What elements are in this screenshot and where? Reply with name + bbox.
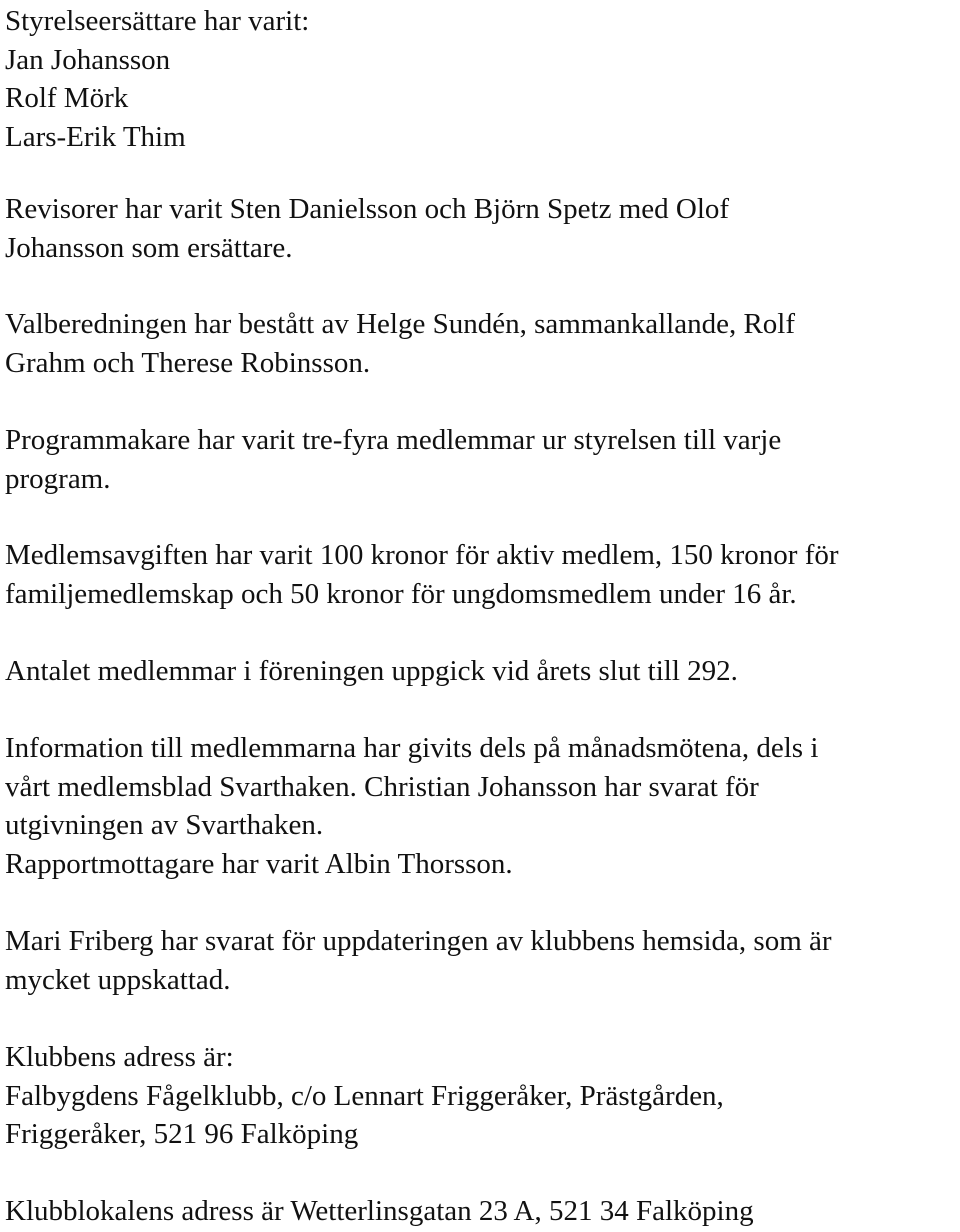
member-count-paragraph [5,652,955,691]
address-line: Friggeråker, 521 96 Falköping [5,1118,359,1151]
clubroom-address-paragraph [5,1192,955,1231]
address-line: Falbygdens Fågelklubb, c/o Lennart Friggeråker, Prästgården, [5,1079,724,1112]
paragraph-line: Revisorer har varit Sten Danielsson och Björn Spetz med Olof [5,193,730,225]
club-address-heading: Klubbens adress är: [5,1041,234,1073]
nomination-committee-paragraph [5,305,955,382]
board-alternates-heading: Styrelseersättare har varit: [5,5,310,37]
auditors-paragraph [5,190,955,267]
paragraph-line: Johansson som ersättare. [5,231,293,264]
paragraph-line: Valberedningen har bestått av Helge Sundén, sammankallande, Rolf [5,308,796,340]
paragraph-line: Programmakare har varit tre-fyra medlemmar ur styrelsen till varje [5,424,782,456]
membership-fee-paragraph [5,536,955,613]
board-alternates-section [5,2,955,156]
paragraph-line: Medlemsavgiften har varit 100 kronor för aktiv medlem, 150 kronor för [5,539,839,571]
board-alternate-name: Lars-Erik Thim [5,120,186,153]
paragraph-line: utgivningen av Svarthaken. [5,809,324,842]
board-alternate-name: Rolf Mörk [5,82,129,115]
paragraph-line: familjemedlemskap och 50 kronor för ungdomsmedlem under 16 år. [5,577,797,610]
website-paragraph [5,922,955,999]
board-alternate-name: Jan Johansson [5,43,171,76]
club-address-section [5,1038,955,1154]
paragraph-line: vårt medlemsblad Svarthaken. Christian Johansson har svarat för [5,770,759,803]
paragraph-line: mycket uppskattad. [5,963,231,996]
paragraph-line: Antalet medlemmar i föreningen uppgick vid årets slut till 292. [5,655,738,687]
paragraph-line: Information till medlemmarna har givits dels på månadsmötena, dels i [5,732,819,764]
programmers-paragraph [5,421,955,498]
paragraph-line: Mari Friberg har svarat för uppdateringen av klubbens hemsida, som är [5,925,832,957]
paragraph-line: program. [5,462,111,495]
paragraph-line: Rapportmottagare har varit Albin Thorsson. [5,847,513,880]
paragraph-line: Klubblokalens adress är Wetterlinsgatan 23 A, 521 34 Falköping [5,1195,754,1227]
information-paragraph [5,729,955,883]
paragraph-line: Grahm och Therese Robinsson. [5,346,371,379]
